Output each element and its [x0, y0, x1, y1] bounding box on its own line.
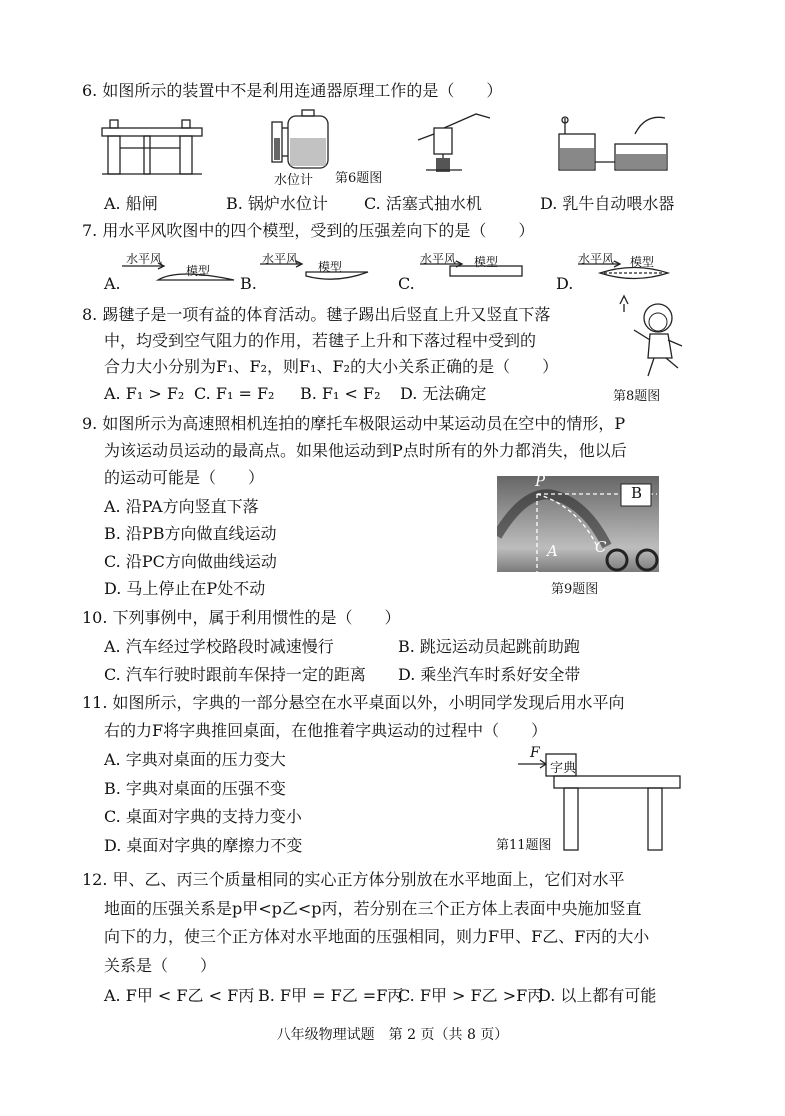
q8-option-b: B. F₁ < F₂ — [300, 384, 381, 403]
q7-option-a: A. — [104, 274, 121, 293]
q6-option-b: B. 锅炉水位计 — [226, 194, 328, 213]
q8-fig-caption: 第8题图 — [613, 389, 661, 404]
q11-line2: 右的力F将字典推回桌面，在他推着字典运动的过程中（ ） — [104, 721, 548, 740]
q7d-model-figure — [574, 262, 674, 284]
q9-option-d: D. 马上停止在P处不动 — [104, 579, 266, 598]
q6-option-d: D. 乳牛自动喂水器 — [540, 194, 675, 213]
q7d-model-label: 模型 — [630, 255, 655, 269]
piston-pump-figure — [406, 110, 496, 175]
q12-option-a: A. F甲 < F乙 < F丙 — [104, 986, 255, 1005]
q7-stem: 7. 用水平风吹图中的四个模型，受到的压强差向下的是（ ） — [82, 221, 535, 240]
q10-option-a: A. 汽车经过学校路段时减速慢行 — [104, 637, 334, 656]
q12-line3: 向下的力，使三个正方体对水平地面的压强相同，则力F甲、F乙、F丙的大小 — [104, 927, 650, 946]
q7-option-d: D. — [556, 274, 574, 293]
q12-line4: 关系是（ ） — [104, 956, 217, 975]
q7-option-c: C. — [398, 274, 415, 293]
q9-fig-caption: 第9题图 — [551, 582, 599, 597]
q8-option-d: D. 无法确定 — [400, 384, 487, 403]
q9-option-c: C. 沿PC方向做曲线运动 — [104, 552, 277, 571]
ship-lock-figure — [100, 118, 210, 178]
q7b-wind-label: 水平风 — [262, 252, 299, 266]
q9-option-b: B. 沿PB方向做直线运动 — [104, 524, 277, 543]
q9-line1: 9. 如图所示为高速照相机连拍的摩托车极限运动中某运动员在空中的情形，P — [82, 414, 626, 433]
water-gauge-label: 水位计 — [274, 173, 314, 188]
q8-line3: 合力大小分别为F₁、F₂，则F₁、F₂的大小关系正确的是（ ） — [104, 357, 559, 376]
q11-option-a: A. 字典对桌面的压力变大 — [104, 750, 286, 769]
q10-stem: 10. 下列事例中，属于利用惯性的是（ ） — [82, 608, 401, 627]
q7a-model-figure — [118, 262, 238, 284]
q7c-wind-label: 水平风 — [420, 252, 457, 266]
q8-option-c: C. F₁ = F₂ — [194, 384, 275, 403]
q12-line2: 地面的压强关系是p甲<p乙<p丙，若分别在三个正方体上表面中央施加竖直 — [104, 899, 642, 918]
q12-option-d: D. 以上都有可能 — [538, 986, 657, 1005]
q10-option-c: C. 汽车行驶时跟前车保持一定的距离 — [104, 665, 366, 684]
q11-fig-caption: 第11题图 — [496, 838, 552, 853]
q7b-model-figure — [256, 262, 376, 284]
q7d-wind-label: 水平风 — [578, 252, 615, 266]
q7a-wind-label: 水平风 — [126, 252, 163, 266]
q8-line2: 中，均受到空气阻力的作用，若毽子上升和下落过程中受到的 — [104, 331, 537, 350]
page-footer: 八年级物理试题 第 2 页（共 8 页） — [276, 1027, 509, 1043]
q6-option-a: A. 船闸 — [104, 194, 158, 213]
cow-feeder-figure — [555, 114, 675, 174]
motorbike-photo — [497, 476, 659, 572]
boiler-gauge-figure — [268, 110, 338, 170]
q11-option-b: B. 字典对桌面的压强不变 — [104, 779, 286, 798]
q10-option-d: D. 乘坐汽车时系好安全带 — [398, 665, 581, 684]
q12-line1: 12. 甲、乙、丙三个质量相同的实心正方体分别放在水平地面上，它们对水平 — [82, 870, 625, 889]
shuttlecock-kid-figure — [612, 296, 692, 380]
q7-option-b: B. — [240, 274, 257, 293]
point-b-label: B — [631, 484, 643, 502]
q9-line2: 为该运动员运动的最高点。如果他运动到P点时所有的外力都消失，他以后 — [104, 441, 627, 460]
q11-line1: 11. 如图所示，字典的一部分悬空在水平桌面以外，小明同学发现后用水平向 — [82, 693, 625, 712]
point-a-label: A — [547, 542, 558, 560]
q7a-model-label: 模型 — [186, 264, 211, 278]
point-p-label: P — [535, 476, 546, 490]
q11-option-c: C. 桌面对字典的支持力变小 — [104, 807, 302, 826]
point-c-label: C — [595, 538, 607, 556]
q9-option-a: A. 沿PA方向竖直下落 — [104, 497, 259, 516]
q6-fig-caption: 第6题图 — [335, 171, 383, 186]
q8-option-a: A. F₁ > F₂ — [104, 384, 185, 403]
q12-option-c: C. F甲 > F乙 >F丙 — [398, 986, 544, 1005]
q10-option-b: B. 跳远运动员起跳前助跑 — [398, 637, 580, 656]
q8-line1: 8. 踢毽子是一项有益的体育活动。毽子踢出后竖直上升又竖直下落 — [82, 305, 551, 324]
force-f-label: F — [530, 745, 540, 761]
q9-line3: 的运动可能是（ ） — [104, 468, 265, 487]
q7c-model-figure — [416, 262, 526, 284]
q6-option-c: C. 活塞式抽水机 — [364, 194, 482, 213]
q11-option-d: D. 桌面对字典的摩擦力不变 — [104, 836, 303, 855]
dictionary-label: 字典 — [550, 761, 577, 776]
q6-stem: 6. 如图所示的装置中不是利用连通器原理工作的是（ ） — [82, 81, 503, 100]
q12-option-b: B. F甲 = F乙 =F丙 — [258, 986, 404, 1005]
q7c-model-label: 模型 — [474, 255, 499, 269]
q7b-model-label: 模型 — [318, 260, 343, 274]
